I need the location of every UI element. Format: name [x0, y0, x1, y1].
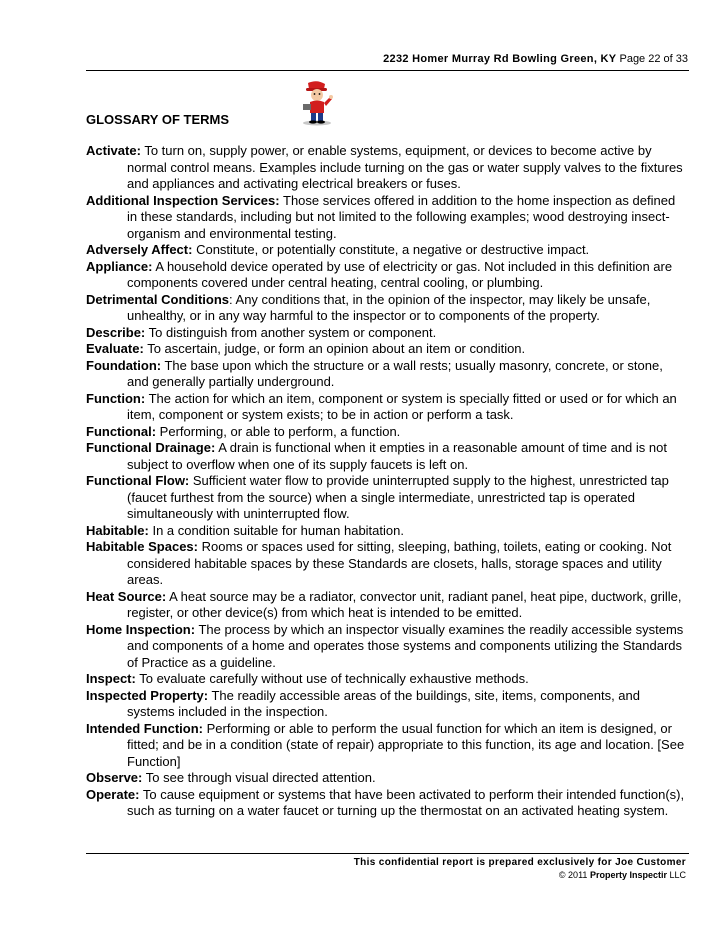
glossary-entry [86, 440, 688, 473]
glossary-term: Appliance: [86, 258, 153, 274]
glossary-entry [86, 473, 688, 523]
glossary-definition: To evaluate carefully without use of technically exhaustive methods. [139, 671, 529, 686]
glossary-definition: Constitute, or potentially constitute, a negative or destructive impact. [196, 242, 590, 257]
glossary-entry [86, 193, 688, 243]
glossary-definition: A household device operated by use of electricity or gas. Not included in this definition are components covered under central heating, central cooling, or plumbing. [127, 258, 673, 290]
glossary-entry [86, 242, 688, 259]
glossary-term: Detrimental Conditions [86, 291, 230, 307]
glossary-entry [86, 721, 688, 771]
page-number: Page 22 of 33 [619, 53, 688, 65]
glossary-entry [86, 358, 688, 391]
copyright-line [0, 870, 686, 880]
glossary-definition: Performing or able to perform the usual function for which an item is designed, or fitted; and be in a condition (state of repair) appropriate to this function, its age and location. [See Function] [127, 720, 685, 769]
glossary-term: Activate: [86, 143, 141, 158]
glossary-entry [86, 539, 688, 589]
glossary-term: Foundation: [86, 357, 162, 373]
glossary-term: Functional Flow: [86, 473, 190, 488]
glossary-definition: To see through visual directed attention. [145, 770, 376, 785]
glossary-definition: The process by which an inspector visually examines the readily accessible systems and components of a home and operates those systems and components utilizing the Standards of Practice as a guideline. [127, 621, 684, 670]
header-divider [86, 70, 689, 71]
copyright-year: © 2011 [558, 870, 588, 880]
glossary-entry [86, 589, 688, 622]
glossary-entry [86, 259, 688, 292]
glossary-definition: In a condition suitable for human habitation. [152, 522, 404, 538]
glossary-term: Evaluate: [86, 341, 144, 356]
company-suffix: LLC [669, 870, 686, 880]
glossary-definition: The base upon which the structure or a wall rests; usually masonry, concrete, or stone, and generally partially underground. [127, 357, 663, 389]
glossary-term: Inspect: [86, 671, 136, 686]
glossary-entry [86, 341, 688, 358]
inspector-mascot-icon [297, 80, 337, 126]
glossary-term: Home Inspection: [86, 621, 196, 637]
glossary-definition: A drain is functional when it empties in a reasonable amount of time and is not subject to overflow when one of its supply faucets is left on. [127, 440, 667, 472]
glossary-definition: To cause equipment or systems that have been activated to perform their intended function(s), such as turning on a water faucet or turning up the thermostat on an activated heating system. [127, 786, 685, 818]
glossary-entry [86, 622, 688, 672]
confidentiality-notice: This confidential report is prepared exclusively for Joe Customer [353, 857, 686, 868]
glossary-term: Adversely Affect: [86, 242, 193, 257]
footer-divider [86, 853, 689, 854]
glossary-term: Operate: [86, 786, 140, 802]
company-brand: Property Inspectir [589, 870, 667, 880]
glossary-term: Habitable Spaces: [86, 539, 198, 554]
glossary-definition: Sufficient water flow to provide uninterrupted supply to the highest, unrestricted tap (faucet furthest from the source) when a single intermediate, unrestricted tap is operated simultaneously with uninterrupted flow. [127, 473, 669, 521]
glossary-term: Intended Function: [86, 720, 203, 736]
glossary-entry [86, 292, 688, 325]
glossary-term: Heat Source: [86, 588, 167, 604]
glossary-term: Habitable: [86, 522, 149, 538]
glossary-entry [86, 787, 688, 820]
glossary-term: Functional Drainage: [86, 440, 216, 455]
page-title: GLOSSARY OF TERMS [86, 112, 230, 127]
glossary-definition: Rooms or spaces used for sitting, sleeping, bathing, toilets, eating or cooking. Not considered habitable spaces by these Standards are closets, halls, storage spaces and utility areas. [127, 539, 672, 587]
glossary-definition: : Any conditions that, in the opinion of the inspector, may likely be unsafe, unhealthy, or in any way harmful to the inspector or to components of the property. [127, 291, 651, 323]
glossary-definition: Performing, or able to perform, a function. [159, 423, 401, 439]
glossary-entry [86, 688, 688, 721]
glossary-term: Additional Inspection Services: [86, 192, 280, 208]
glossary-entry [86, 424, 688, 441]
glossary-entry [86, 143, 688, 193]
glossary-term: Functional: [86, 423, 157, 439]
glossary-term: Describe: [86, 324, 146, 340]
glossary-term: Inspected Property: [86, 687, 209, 703]
glossary-term: Observe: [86, 770, 143, 785]
glossary-definition: To distinguish from another system or component. [148, 324, 437, 340]
glossary-entry [86, 523, 688, 540]
glossary-definition: Those services offered in addition to the home inspection as defined in these standards, including but not limited to the following examples; wood destroying insect-organism and environmental testing. [127, 192, 676, 241]
glossary-entry [86, 671, 688, 688]
glossary-entry [86, 770, 688, 787]
glossary-list [86, 143, 688, 820]
glossary-definition: The action for which an item, component or system is specially fitted or used or for which an item, component or system exists; to be in action or perform a task. [127, 390, 677, 422]
property-address: 2232 Homer Murray Rd Bowling Green, KY [383, 53, 617, 65]
glossary-entry [86, 391, 688, 424]
page-header [0, 53, 688, 65]
glossary-definition: To ascertain, judge, or form an opinion about an item or condition. [147, 341, 526, 356]
glossary-entry [86, 325, 688, 342]
glossary-definition: To turn on, supply power, or enable systems, equipment, or devices to become active by normal control means. Examples include turning on the gas or water supply valves to the fixtures and appliances and activating electrical breakers or fuses. [127, 143, 683, 191]
glossary-definition: The readily accessible areas of the buildings, site, items, components, and systems included in the inspection. [127, 687, 640, 719]
glossary-term: Function: [86, 390, 146, 406]
glossary-definition: A heat source may be a radiator, convector unit, radiant panel, heat pipe, ductwork, grille, register, or other device(s) from which heat is intended to be emitted. [127, 588, 682, 620]
